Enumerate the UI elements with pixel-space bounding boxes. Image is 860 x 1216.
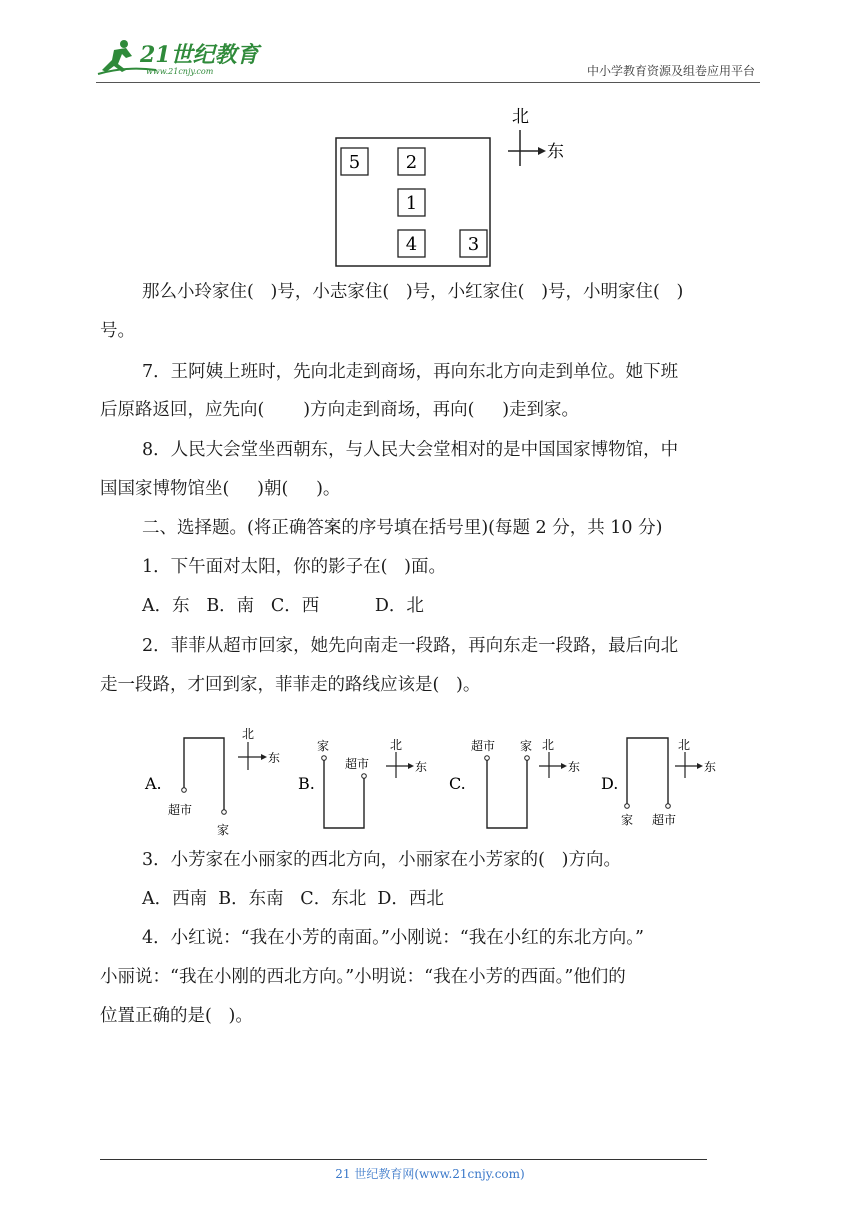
logo-text: 21世纪教育	[140, 42, 259, 68]
mc-q2-line-1: 2．菲菲从超市回家，她先向南走一段路，再向东走一段路，最后向北	[142, 636, 679, 656]
logo-url-text: www.21cnjy.com	[146, 67, 214, 76]
q6-answer-line-end: 号。	[100, 321, 135, 341]
route-option-a	[144, 727, 280, 837]
route-option-label: D.	[601, 774, 619, 793]
mc-q3-text: 3．小芳家在小丽家的西北方向，小丽家在小芳家的( )方向。	[142, 850, 621, 870]
house-map-figure	[330, 100, 580, 270]
q8-line-2: 国国家博物馆坐( )朝( )。	[100, 479, 341, 499]
compass-east-label: 东	[547, 142, 564, 162]
route-option-label: B.	[298, 774, 315, 793]
mc-q4-line-2: 小丽说：“我在小刚的西北方向。”小明说：“我在小芳的西面。”他们的	[100, 967, 626, 987]
route-start-label: 超市	[471, 739, 496, 753]
house-cell-2	[398, 148, 425, 175]
route-start-label: 家	[621, 813, 634, 827]
route-end-label: 家	[217, 823, 230, 837]
compass-icon	[675, 738, 716, 778]
house-cell-5	[341, 148, 368, 175]
route-end-label: 家	[520, 739, 533, 753]
svg-text:3: 3	[467, 234, 480, 255]
compass-icon	[386, 738, 427, 778]
mc-q2-line-2: 走一段路，才回到家，菲菲走的路线应该是( )。	[100, 675, 481, 695]
header-rule	[96, 82, 760, 83]
compass-north-label: 北	[512, 107, 529, 127]
svg-text:北: 北	[242, 727, 255, 741]
route-option-c	[449, 738, 580, 828]
section-2-heading: 二、选择题。(将正确答案的序号填在括号里)(每题 2 分，共 10 分)	[142, 518, 663, 538]
route-options-figure	[140, 722, 750, 840]
svg-text:东: 东	[568, 760, 581, 774]
route-start-label: 超市	[168, 803, 193, 817]
house-cell-1	[398, 189, 425, 216]
compass-icon	[539, 738, 580, 778]
mc-q4-line-1: 4．小红说：“我在小芳的南面。”小刚说：“我在小红的东北方向。”	[142, 928, 644, 948]
mc-q1-text: 1．下午面对太阳，你的影子在( )面。	[142, 557, 446, 577]
q8-line-1: 8．人民大会堂坐西朝东，与人民大会堂相对的是中国国家博物馆，中	[142, 440, 679, 460]
svg-text:北: 北	[542, 738, 555, 752]
route-end-label: 超市	[652, 813, 677, 827]
route-option-b	[298, 738, 427, 828]
svg-text:东: 东	[704, 760, 717, 774]
footer-text[interactable]: 21 世纪教育网(www.21cnjy.com)	[335, 1167, 525, 1181]
route-option-label: C.	[449, 774, 466, 793]
svg-text:2: 2	[405, 152, 418, 173]
svg-text:北: 北	[390, 738, 403, 752]
route-end-label: 超市	[345, 757, 370, 771]
mc-q1-options: A．东 B．南 C．西 D．北	[142, 596, 424, 616]
mc-q3-options: A．西南 B．东南 C．东北 D．西北	[142, 889, 444, 909]
svg-text:东: 东	[415, 760, 428, 774]
q6-answer-line: 那么小玲家住( )号，小志家住( )号，小红家住( )号，小明家住( )	[142, 282, 684, 302]
house-cell-4	[398, 230, 425, 257]
compass-icon	[238, 727, 280, 770]
route-option-d	[601, 738, 716, 827]
svg-text:5: 5	[348, 152, 361, 173]
site-logo	[96, 36, 266, 80]
footer-rule	[100, 1159, 707, 1160]
q7-line-2: 后原路返回，应先向( )方向走到商场，再向( )走到家。	[100, 400, 580, 420]
header-platform-text: 中小学教育资源及组卷应用平台	[586, 64, 755, 78]
mc-q4-line-3: 位置正确的是( )。	[100, 1006, 253, 1026]
svg-text:4: 4	[405, 234, 418, 255]
svg-text:1: 1	[405, 193, 418, 214]
route-option-label: A.	[145, 774, 162, 793]
house-cell-3	[460, 230, 487, 257]
q7-line-1: 7．王阿姨上班时，先向北走到商场，再向东北方向走到单位。她下班	[142, 362, 679, 382]
svg-text:东: 东	[268, 751, 281, 765]
compass-icon	[508, 107, 564, 166]
route-start-label: 家	[317, 739, 330, 753]
svg-text:北: 北	[678, 738, 691, 752]
